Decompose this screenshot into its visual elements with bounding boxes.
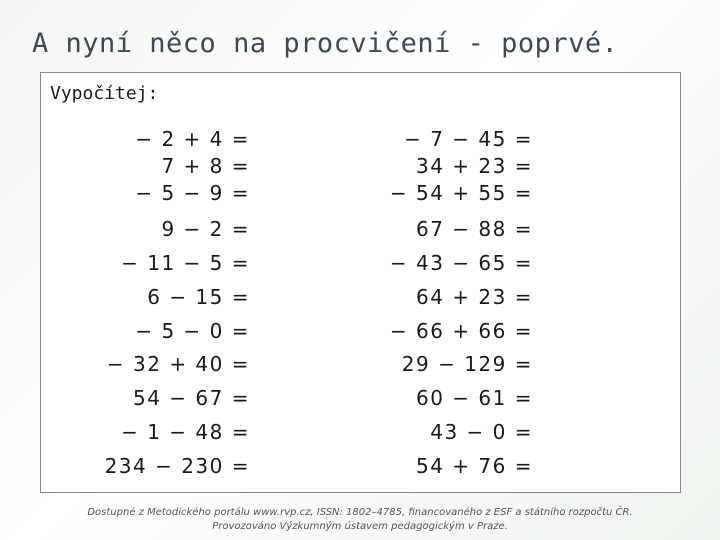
exercise-item: − 5 − 0 = xyxy=(135,319,250,343)
exercise-item: 9 − 2 = xyxy=(161,217,250,241)
exercise-item: 29 − 129 = xyxy=(401,352,533,376)
exercise-item: − 1 − 48 = xyxy=(121,420,250,444)
exercise-item: 7 + 8 = xyxy=(161,154,250,178)
exercise-item: 6 − 15 = xyxy=(147,285,250,309)
exercise-item: − 54 + 55 = xyxy=(389,181,533,205)
exercise-item: − 2 + 4 = xyxy=(135,127,250,151)
exercise-item: 54 + 76 = xyxy=(416,454,533,478)
exercise-item: 43 − 0 = xyxy=(430,420,533,444)
slide-title: A nyní něco na procvičení - poprvé. xyxy=(32,28,619,59)
exercise-panel xyxy=(40,72,681,493)
exercise-item: 234 − 230 = xyxy=(104,454,250,478)
instruction-label: Vypočítej: xyxy=(50,83,159,104)
exercise-item: 60 − 61 = xyxy=(416,386,533,410)
footer-line-2: Provozováno Výzkumným ústavem pedagogickým v Praze. xyxy=(212,521,508,532)
footer xyxy=(0,506,720,534)
exercise-item: − 11 − 5 = xyxy=(121,251,250,275)
exercise-item: 54 − 67 = xyxy=(133,386,250,410)
exercise-item: − 43 − 65 = xyxy=(389,251,533,275)
exercise-item: − 66 + 66 = xyxy=(389,319,533,343)
exercise-item: − 7 − 45 = xyxy=(404,127,533,151)
exercise-item: 64 + 23 = xyxy=(416,285,533,309)
exercise-item: 34 + 23 = xyxy=(416,154,533,178)
exercise-item: − 5 − 9 = xyxy=(135,181,250,205)
footer-line-1: Dostupné z Metodického portálu www.rvp.cz, ISSN: 1802–4785, financovaného z ESF a státního rozpočtu ČR. xyxy=(87,507,633,518)
exercise-item: 67 − 88 = xyxy=(416,217,533,241)
exercise-item: − 32 + 40 = xyxy=(106,352,250,376)
